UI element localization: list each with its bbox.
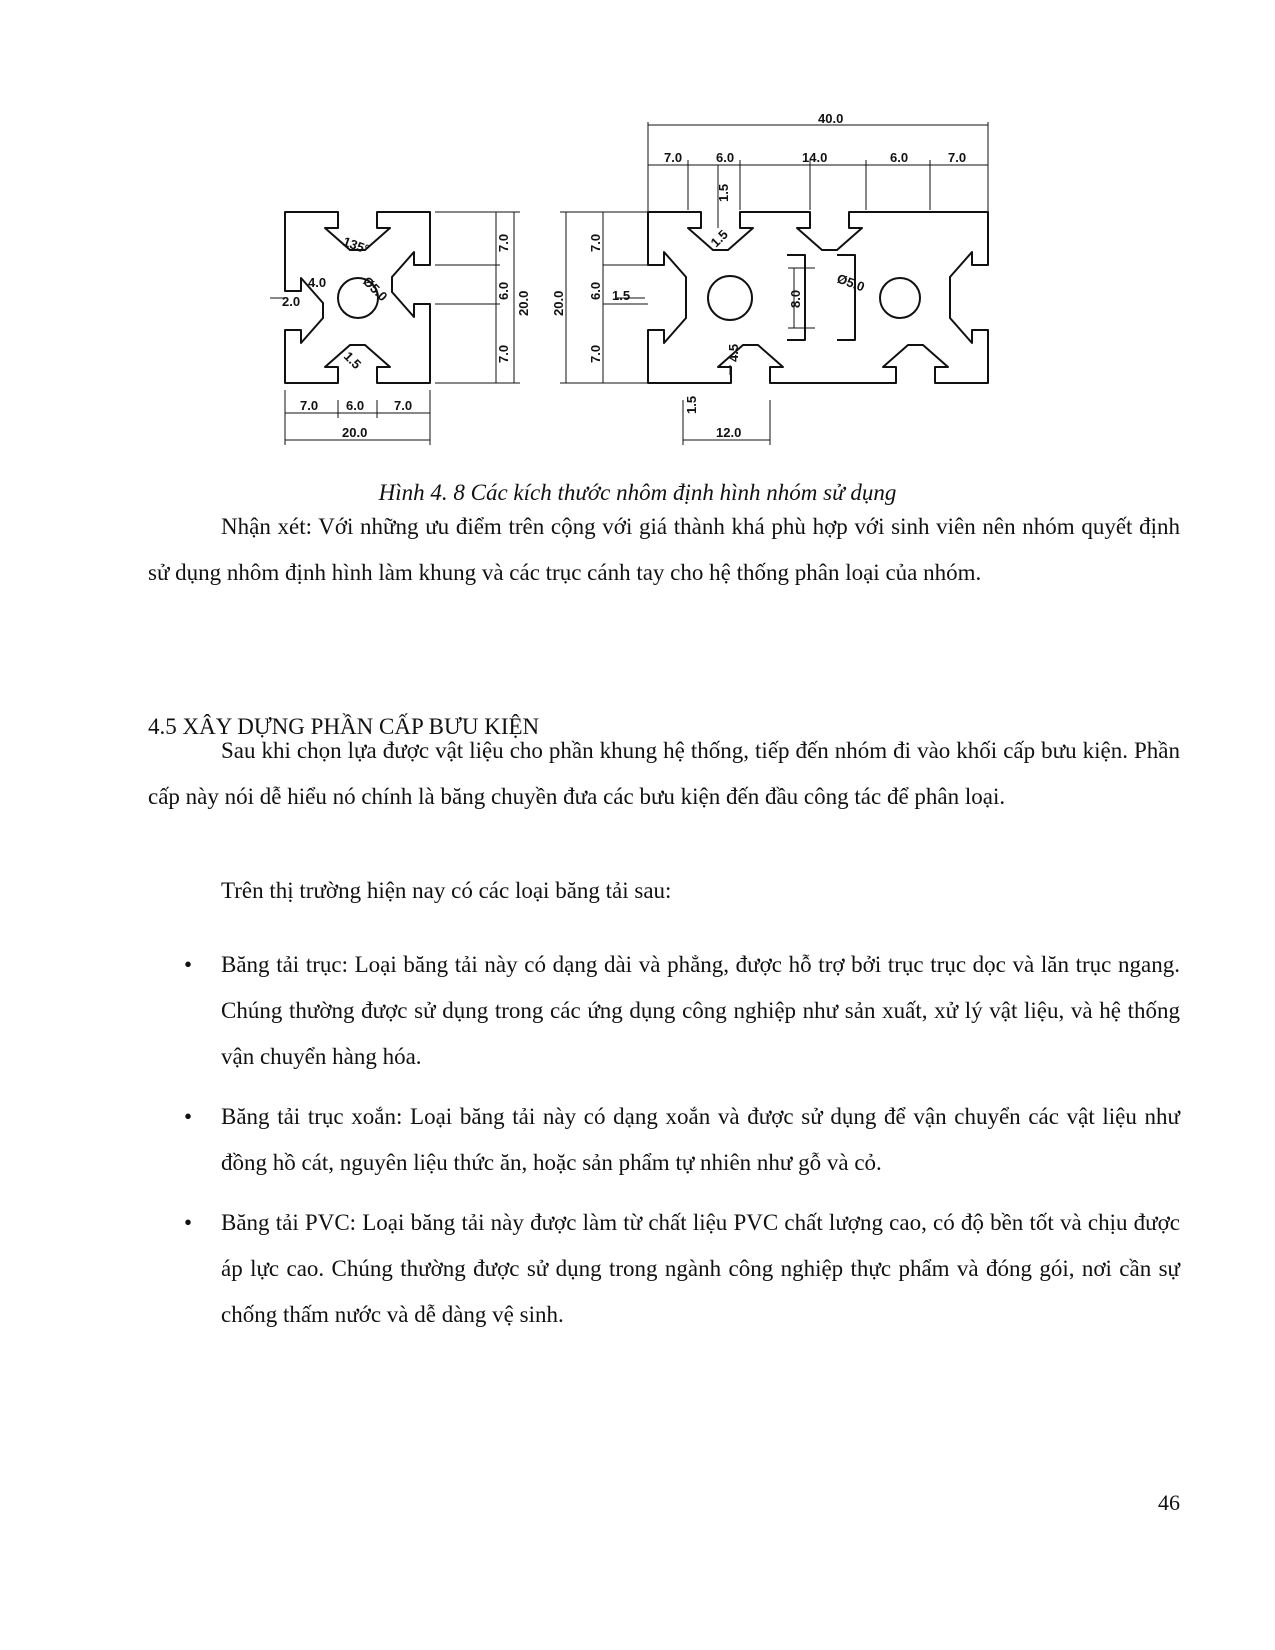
dim-6a: 6.0 [716, 150, 735, 165]
dim-12: 12.0 [716, 425, 742, 440]
dim-r7b: 7.0 [496, 344, 511, 363]
dim-1.5-bottom: 1.5 [684, 395, 699, 414]
remark-paragraph: Nhận xét: Với những ưu điểm trên cộng với giá thành khá phù hợp với sinh viên nên nhóm quyết định sử dụng nhôm định hình làm khung và các trục cánh tay cho hệ thống phân loại của nhóm. [148, 514, 1180, 585]
dim-1.5-small: 1.5 [340, 348, 365, 372]
dim-2: 2.0 [282, 294, 301, 309]
dim-r20a: 20.0 [516, 290, 531, 316]
dim-4.5: 4.5 [726, 343, 741, 362]
dim-b20: 20.0 [342, 425, 368, 440]
dim-b7a: 7.0 [300, 398, 319, 413]
angle-135: 135° [340, 233, 372, 258]
dim-b6: 6.0 [346, 398, 365, 413]
profile-20x40-outline [648, 212, 988, 383]
conveyor-types-list [148, 942, 1180, 1352]
list-item [148, 1094, 1180, 1186]
figure-caption: Hình 4. 8 Các kích thước nhôm định hình nhóm sử dụng [378, 480, 897, 505]
dim-1.5-top: 1.5 [716, 183, 731, 202]
dim-6b: 6.0 [890, 150, 909, 165]
page-number: 46 [1158, 1490, 1180, 1515]
dim-7a: 7.0 [664, 150, 683, 165]
dim-r6: 6.0 [496, 281, 511, 300]
section-heading: 4.5 XÂY DỰNG PHẦN CẤP BƯU KIỆN [148, 714, 540, 739]
dia-5-right: Ø5.0 [834, 270, 867, 295]
profile-20x40-hole-left [708, 276, 752, 320]
dim-l6: 6.0 [588, 281, 603, 300]
dim-l7b: 7.0 [588, 344, 603, 363]
bullet-icon: • [184, 1104, 193, 1129]
dim-l7a: 7.0 [588, 233, 603, 252]
aluminum-profile-drawing [270, 110, 1050, 465]
dim-1.5-mid: 1.5 [612, 288, 631, 303]
technical-drawing [270, 110, 1050, 465]
list-item [148, 942, 1180, 1080]
dim-7b: 7.0 [948, 150, 967, 165]
dia-5-left: Ø5.0 [359, 273, 391, 305]
dim-40: 40.0 [818, 111, 844, 126]
dim-14: 14.0 [802, 150, 828, 165]
dim-4: 4.0 [308, 275, 327, 290]
list-item-text: Băng tải trục xoắn: Loại băng tải này có dạng xoắn và được sử dụng để vận chuyển các vật liệu như đồng hồ cát, nguyên liệu thức ăn, hoặc sản phẩm tự nhiên như gỗ và cỏ. [221, 1104, 1180, 1175]
dim-r20b: 20.0 [551, 290, 566, 316]
dim-8: 8.0 [788, 289, 803, 308]
bullet-icon: • [184, 952, 193, 977]
profile-20x40-hole-right [880, 278, 920, 318]
intro-paragraph: Sau khi chọn lựa được vật liệu cho phần khung hệ thống, tiếp đến nhóm đi vào khối cấp bưu kiện. Phần cấp này nói dễ hiểu nó chính là băng chuyền đưa các bưu kiện đến đầu công tác để phân loại. [148, 738, 1180, 809]
list-item-text: Băng tải PVC: Loại băng tải này được làm từ chất liệu PVC chất lượng cao, có độ bền tốt và chịu được áp lực cao. Chúng thường được sử dụng trong ngành công nghiệp thực phẩm và đóng gói, nơi cần sự chống thấm nước và dễ dàng vệ sinh. [221, 1210, 1180, 1327]
dim-b7b: 7.0 [394, 398, 413, 413]
dim-1.5-diag: 1.5 [707, 226, 731, 251]
list-item [148, 1200, 1180, 1338]
dim-r7a: 7.0 [496, 233, 511, 252]
bullet-icon: • [184, 1210, 193, 1235]
market-paragraph: Trên thị trường hiện nay có các loại băng tải sau: [221, 878, 672, 903]
list-item-text: Băng tải trục: Loại băng tải này có dạng dài và phẳng, được hỗ trợ bởi trục trục dọc và lăn trục ngang. Chúng thường được sử dụng trong các ứng dụng công nghiệp như sản xuất, xử lý vật liệu, và hệ thống vận chuyển hàng hóa. [221, 952, 1180, 1069]
